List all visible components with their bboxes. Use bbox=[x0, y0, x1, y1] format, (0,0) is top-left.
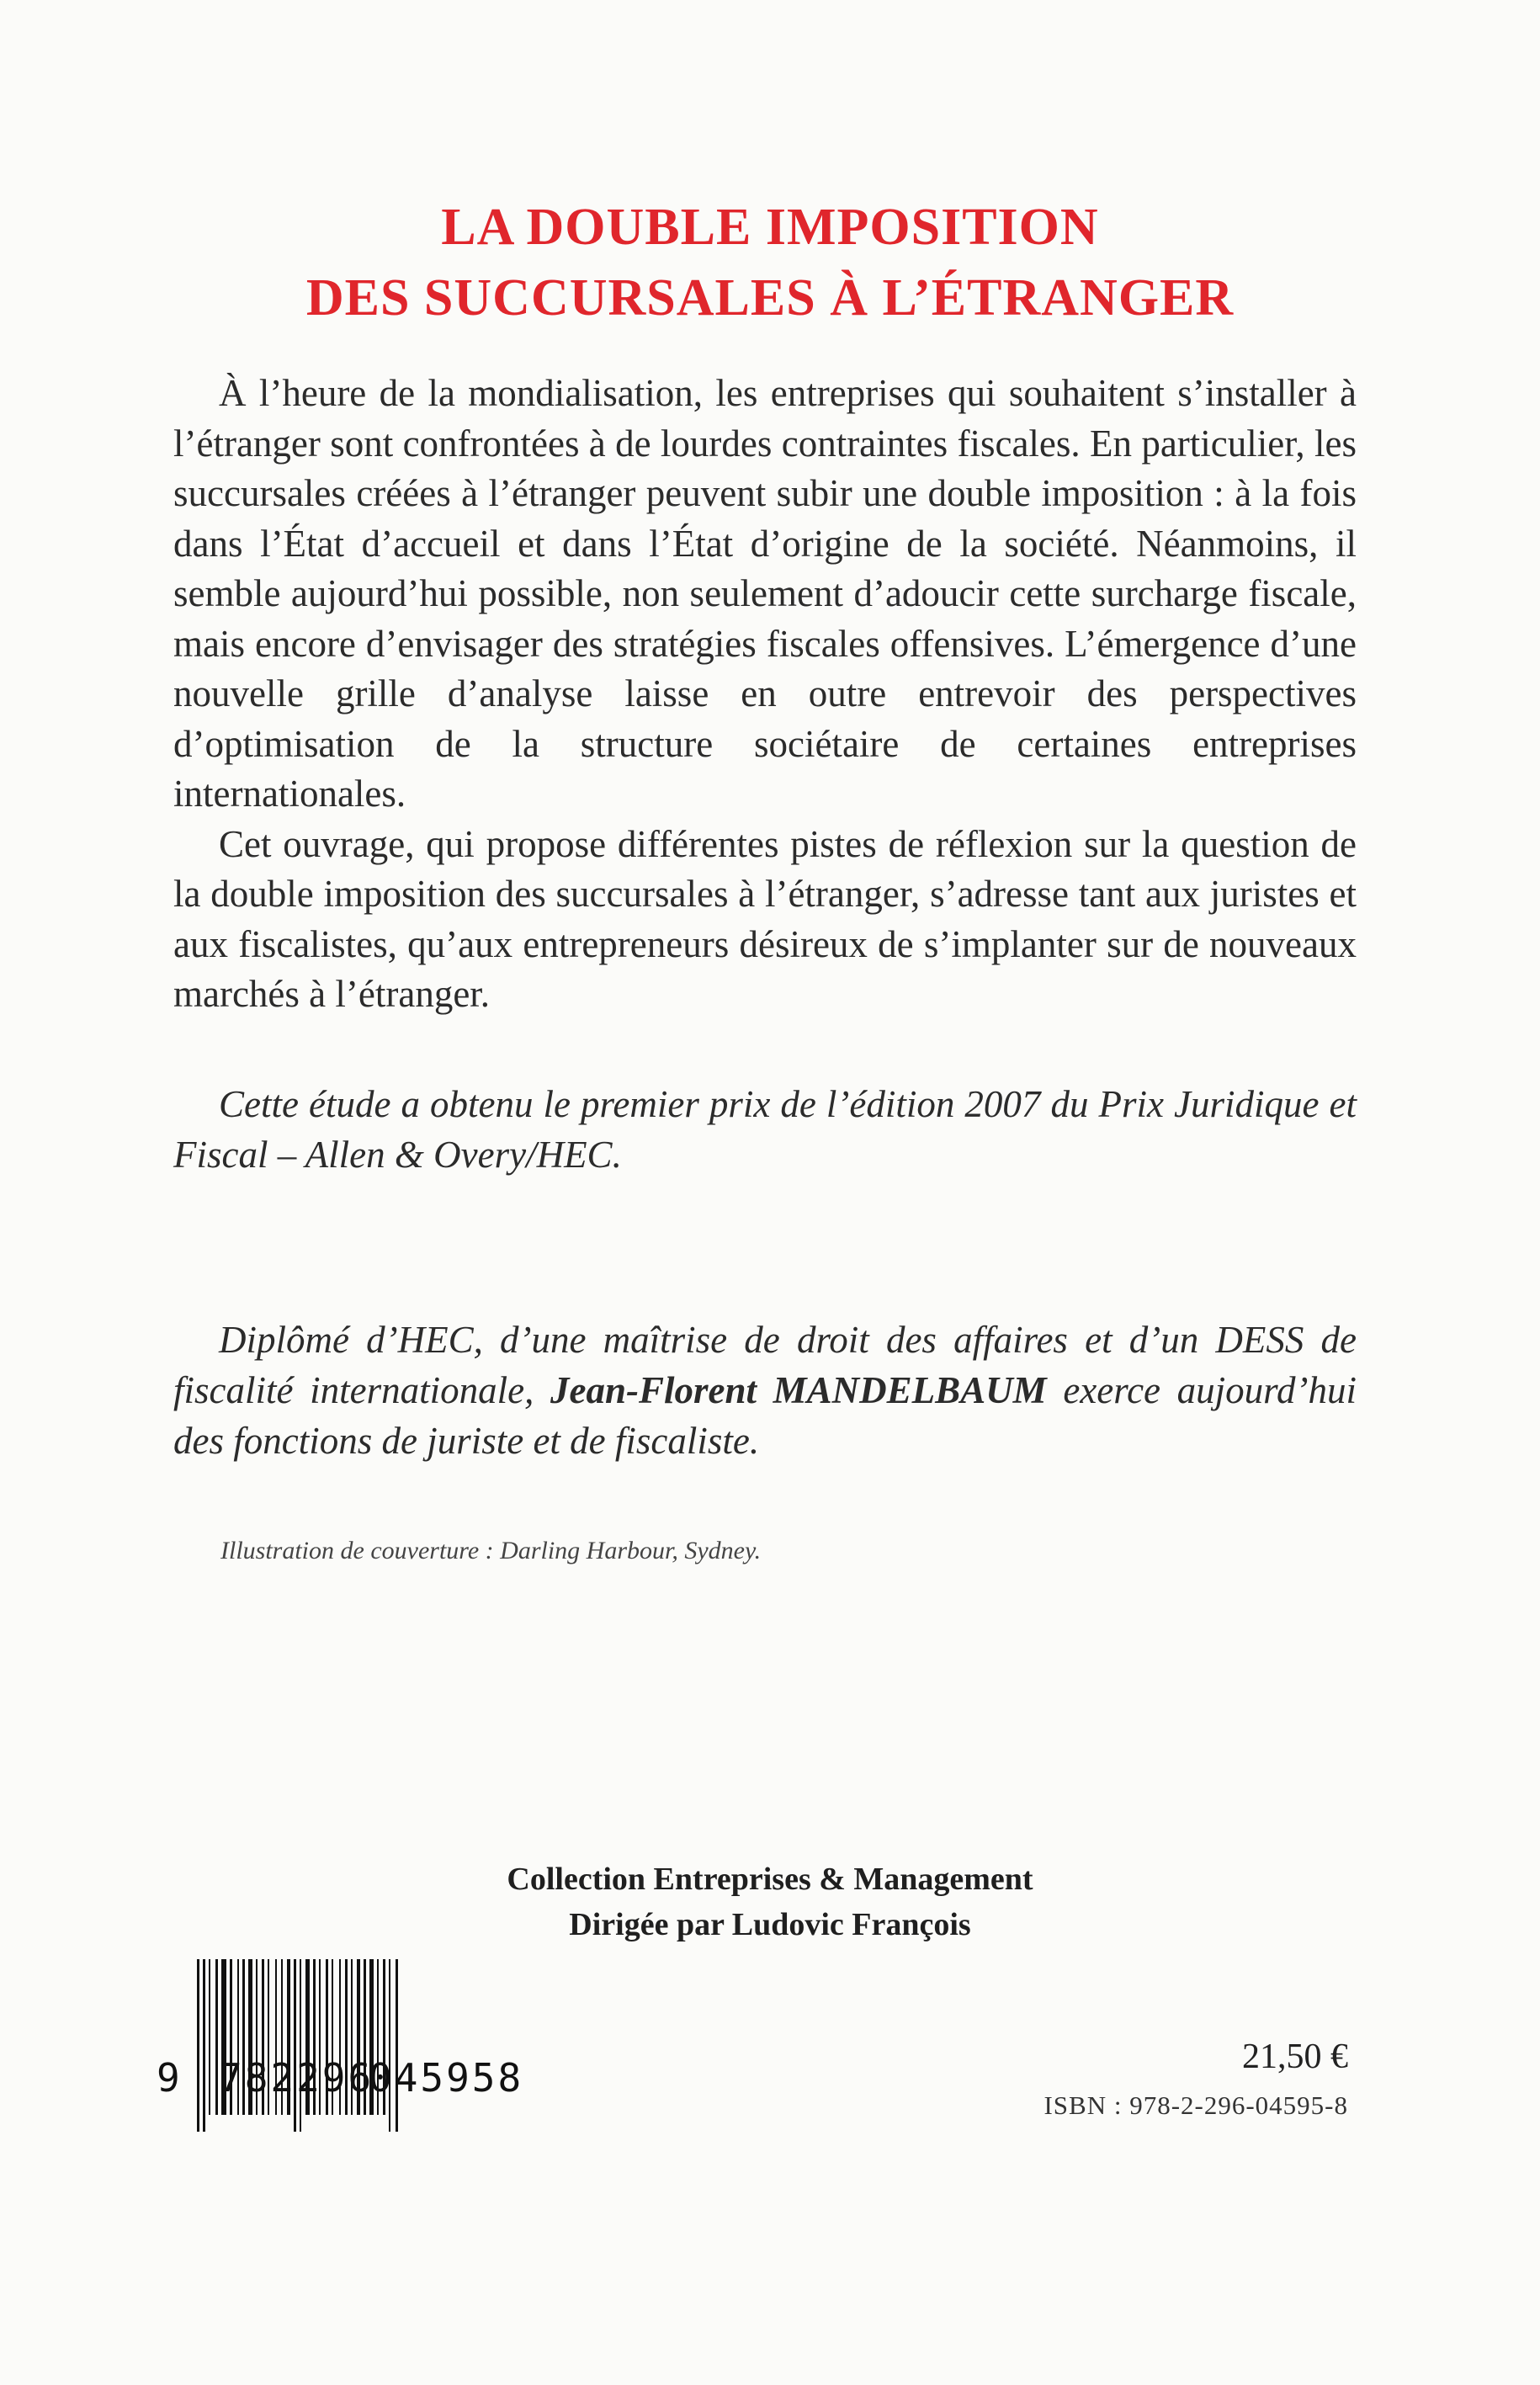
barcode-bar bbox=[396, 1959, 398, 2132]
blurb-paragraph-2: Cet ouvrage, qui propose différentes pistes de réflexion sur la question de la double imposition des succursales à l’étranger, s’adresse tant aux juristes et aux fiscalistes, qu’aux entrepreneurs désireux de s’implanter sur de nouveaux marchés à l’étranger. bbox=[173, 822, 1357, 1015]
award-note bbox=[173, 1079, 1357, 1180]
barcode-digit-first: 9 bbox=[157, 2055, 180, 2101]
collection-director: Dirigée par Ludovic François bbox=[569, 1907, 971, 1942]
barcode-digits-left: 782296 bbox=[219, 2055, 374, 2101]
award-text: Cette étude a obtenu le premier prix de l’édition 2007 du Prix Juridique et Fiscal – Allen & Overy/HEC. bbox=[173, 1083, 1357, 1176]
barcode-bar bbox=[389, 1959, 390, 2132]
book-title bbox=[0, 192, 1540, 333]
blurb bbox=[173, 369, 1357, 1020]
isbn: ISBN : 978-2-296-04595-8 bbox=[1043, 2090, 1348, 2120]
blurb-paragraph-1: À l’heure de la mondialisation, les entreprises qui souhaitent s’installer à l’étranger sont confrontées à de lourdes contraintes fiscales. En particulier, les succursales créées à l’étranger peuvent subir une double imposition : à la fois dans l’État d’accueil et dans l’État d’origine de la société. Néanmoins, il semble aujourd’hui possible, non seulement d’adoucir cette surcharge fiscale, mais encore d’envisager des stratégies fiscales offensives. L’émergence d’une nouvelle grille d’analyse laisse en outre entrevoir des perspectives d’optimisation de la structure sociétaire de certaines entreprises internationales. bbox=[173, 372, 1357, 815]
barcode-bars bbox=[160, 1959, 522, 2140]
collection-name: Collection Entreprises & Management bbox=[507, 1862, 1033, 1897]
author-bio bbox=[173, 1315, 1357, 1466]
price: 21,50 € bbox=[1242, 2037, 1348, 2076]
barcode-bar bbox=[203, 1959, 205, 2132]
barcode-bar bbox=[197, 1959, 199, 2132]
collection-info bbox=[0, 1856, 1540, 1947]
author-name: Jean-Florent MANDELBAUM bbox=[550, 1369, 1047, 1411]
barcode-digits-right: 045958 bbox=[369, 2055, 524, 2101]
title-line-1: LA DOUBLE IMPOSITION bbox=[441, 199, 1099, 256]
bio-before: Diplômé d’HEC, d’une maîtrise de droit des affaires et d’un DESS de fiscalité internationale, bbox=[173, 1319, 1357, 1411]
barcode-bar bbox=[300, 1959, 301, 2132]
bio-after: exerce aujourd’hui des fonctions de juriste et de fiscaliste. bbox=[173, 1369, 1357, 1462]
barcode-bar bbox=[209, 1959, 210, 2115]
title-line-2: DES SUCCURSALES À L’ÉTRANGER bbox=[305, 269, 1235, 327]
barcode-bar bbox=[294, 1959, 296, 2132]
barcode-bar bbox=[215, 1959, 218, 2115]
cover-credit: Illustration de couverture : Darling Harbour, Sydney. bbox=[220, 1537, 762, 1564]
barcode bbox=[160, 1959, 522, 2140]
